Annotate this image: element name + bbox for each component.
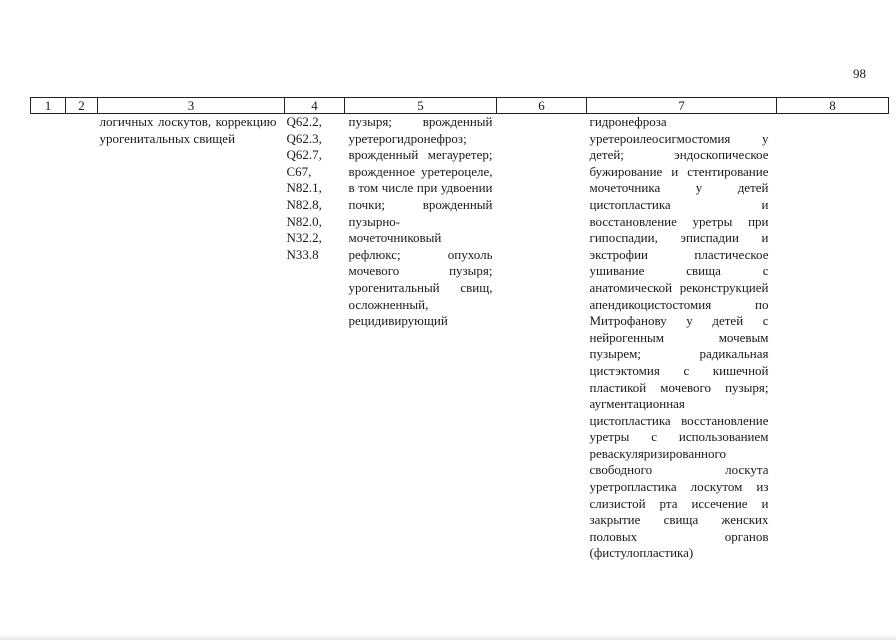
cell-col1 [31,114,66,563]
column-header-8: 8 [777,98,889,114]
column-header-2: 2 [66,98,98,114]
icd-code: C67, [286,163,312,179]
table-row [31,114,889,563]
icd-code: N33.8 [286,246,319,262]
column-header-4: 4 [285,98,345,114]
document-table [30,97,889,562]
icd-code: N82.8, [286,196,322,212]
page-number: 98 [853,66,866,81]
header-row [31,98,889,114]
icd-code: Q62.3, [286,130,322,146]
cell-treatment-methods: гидронефроза уретероилеосигмостомия у детей; эндоскопическое бужирование и стентирование мочеточника у детей цистопластика и восстановление уретры при гипоспадии, эписпадии и экстрофии пластическое ушивание свища с анатомической реконструкцией апендикоцистостомия по Митрофанову у детей с нейрогенным мочевым пузырем; радикальная цистэктомия с кишечной пластикой мочевого пузыря; аугментационная цистопластика восстановление уретры с использованием реваскуляризированного свободного лоскута уретропластика лоскутом из слизистой рта иссечение и закрытие свища женских половых органов (фистулопластика) [589,114,769,561]
icd-code: N82.1, [286,180,322,196]
cell-icd-codes [285,114,345,563]
scan-edge [0,634,896,640]
cell-col2 [66,114,98,563]
icd-code: N82.0, [286,213,322,229]
column-header-6: 6 [497,98,587,114]
icd-code: Q62.7, [286,147,322,163]
column-header-1: 1 [31,98,66,114]
column-header-3: 3 [98,98,285,114]
column-header-5: 5 [345,98,497,114]
cell-intervention-part: логичных лоскутов, коррекцию урогенитальных свищей [99,114,277,146]
column-header-7: 7 [587,98,777,114]
icd-code: N32.2, [286,230,322,246]
cell-col8 [777,114,889,563]
cell-diagnoses: пузыря; врожденный уретерогидронефроз; врожденный мегауретер; врожденное уретероцеле, в том числе при удвоении почки; врожденный пузырно-мочеточниковый рефлюкс; опухоль мочевого пузыря; урогенитальный свищ, осложненный, рецидивирующий [348,114,493,329]
cell-col6 [497,114,587,563]
icd-code: Q62.2, [286,114,322,129]
